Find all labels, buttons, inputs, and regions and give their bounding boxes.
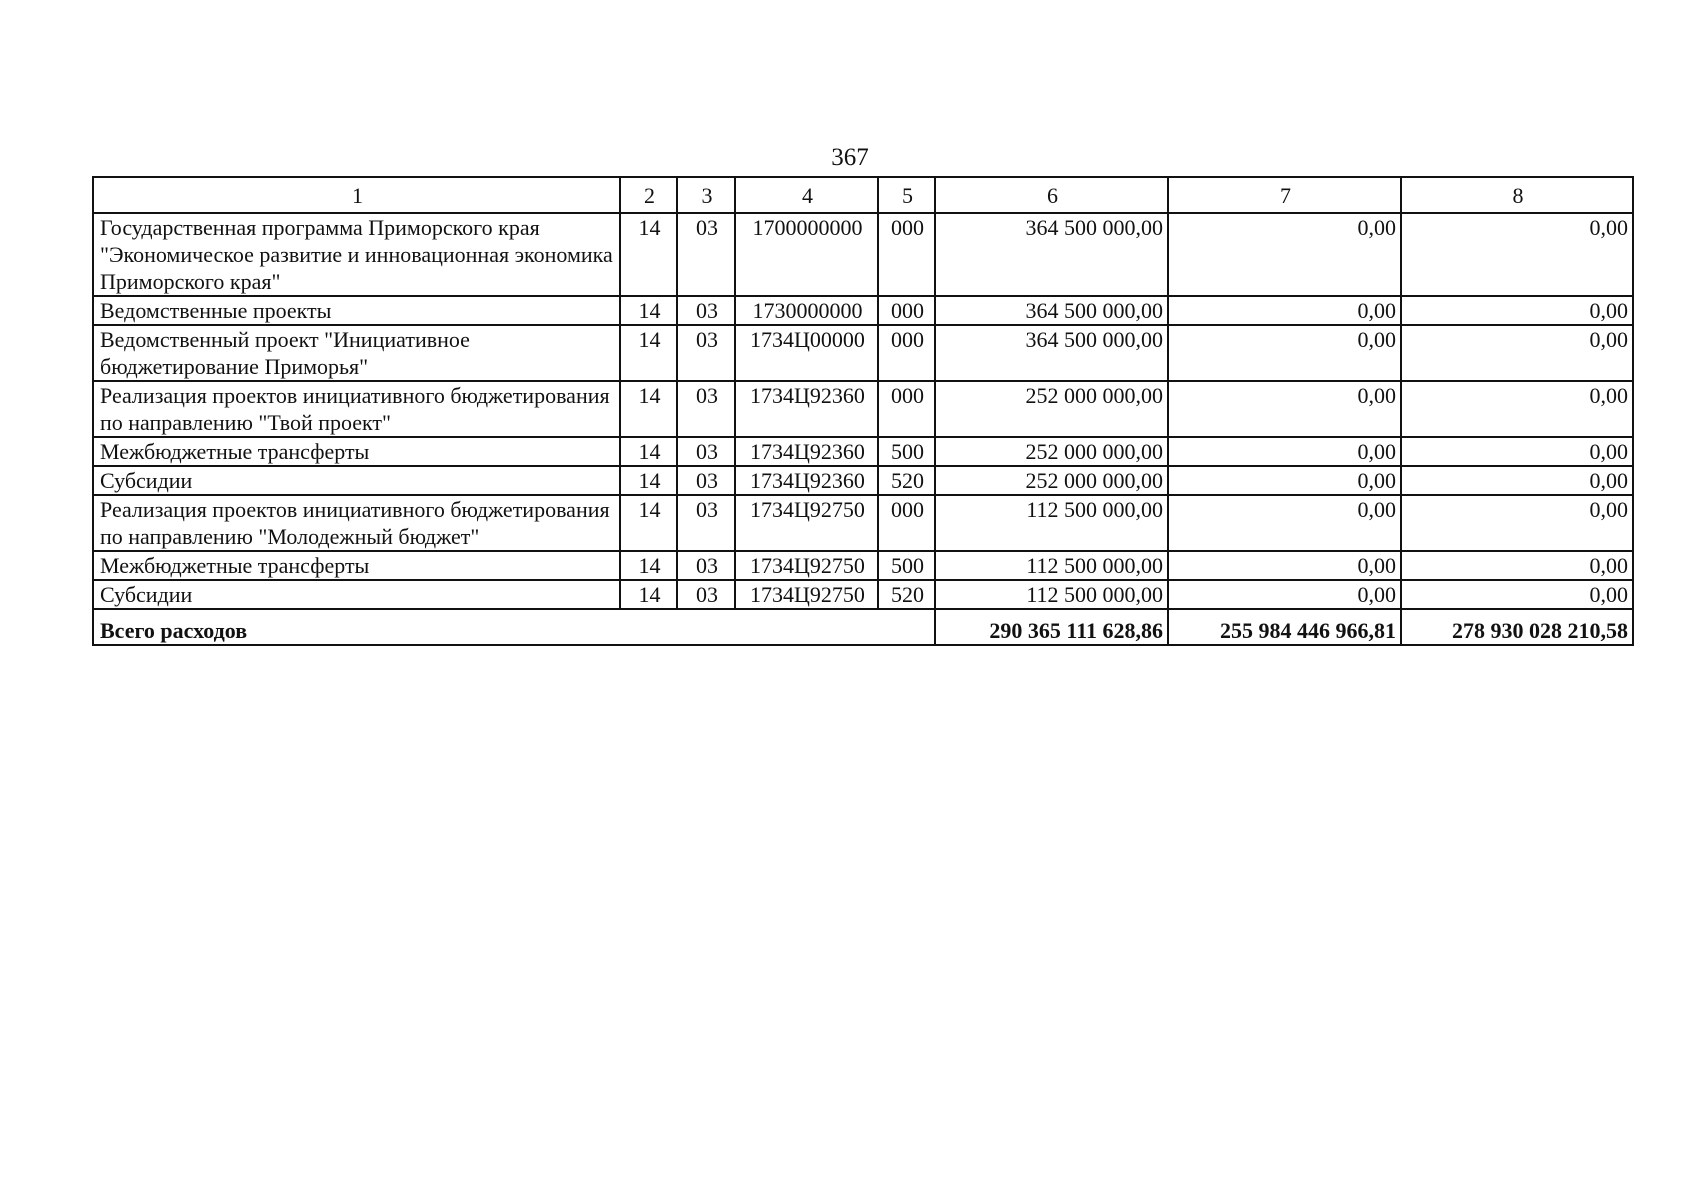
row-amount-col6: 112 500 000,00 (935, 580, 1168, 609)
row-amount-col6: 364 500 000,00 (935, 325, 1168, 381)
table-row (93, 296, 1633, 325)
row-amount-col7: 0,00 (1168, 213, 1401, 296)
row-code-col5: 000 (878, 381, 935, 437)
row-code-col2: 14 (620, 213, 677, 296)
row-code-col2: 14 (620, 466, 677, 495)
row-code-col3: 03 (677, 325, 735, 381)
row-amount-col7: 0,00 (1168, 381, 1401, 437)
row-amount-col8: 0,00 (1401, 381, 1633, 437)
row-code-col5: 000 (878, 325, 935, 381)
row-code-col4: 1734Ц92750 (735, 495, 878, 551)
row-code-col4: 1700000000 (735, 213, 878, 296)
row-name-cell: Государственная программа Приморского края "Экономическое развитие и инновационная экономика Приморского края" (93, 213, 620, 296)
total-label: Всего расходов (93, 609, 935, 645)
row-code-col5: 000 (878, 495, 935, 551)
row-code-col2: 14 (620, 580, 677, 609)
column-header: 1 (93, 177, 620, 213)
row-code-col2: 14 (620, 437, 677, 466)
row-amount-col7: 0,00 (1168, 580, 1401, 609)
column-header: 7 (1168, 177, 1401, 213)
table-row (93, 381, 1633, 437)
row-name-cell: Ведомственный проект "Инициативное бюджетирование Приморья" (93, 325, 620, 381)
row-code-col4: 1730000000 (735, 296, 878, 325)
column-header: 3 (677, 177, 735, 213)
column-number-row (93, 177, 1633, 213)
row-code-col3: 03 (677, 213, 735, 296)
row-code-col5: 500 (878, 437, 935, 466)
row-code-col5: 520 (878, 466, 935, 495)
row-name-cell: Субсидии (93, 580, 620, 609)
row-amount-col7: 0,00 (1168, 325, 1401, 381)
row-name-cell: Межбюджетные трансферты (93, 437, 620, 466)
table-row (93, 495, 1633, 551)
row-name-cell: Межбюджетные трансферты (93, 551, 620, 580)
row-amount-col6: 112 500 000,00 (935, 495, 1168, 551)
row-code-col5: 000 (878, 213, 935, 296)
row-code-col2: 14 (620, 551, 677, 580)
table-row (93, 213, 1633, 296)
table-body (93, 213, 1633, 609)
page-number: 367 (831, 144, 869, 171)
column-header: 6 (935, 177, 1168, 213)
row-amount-col8: 0,00 (1401, 213, 1633, 296)
row-name-cell: Реализация проектов инициативного бюджетирования по направлению "Молодежный бюджет" (93, 495, 620, 551)
row-code-col3: 03 (677, 551, 735, 580)
table-row (93, 325, 1633, 381)
column-header: 4 (735, 177, 878, 213)
row-code-col2: 14 (620, 381, 677, 437)
row-amount-col6: 364 500 000,00 (935, 296, 1168, 325)
row-amount-col7: 0,00 (1168, 551, 1401, 580)
column-header: 8 (1401, 177, 1633, 213)
total-row (93, 609, 1633, 645)
table-row (93, 466, 1633, 495)
column-header: 5 (878, 177, 935, 213)
row-amount-col6: 252 000 000,00 (935, 437, 1168, 466)
row-code-col3: 03 (677, 580, 735, 609)
total-amount-col7: 255 984 446 966,81 (1168, 609, 1401, 645)
row-code-col4: 1734Ц92750 (735, 551, 878, 580)
row-amount-col8: 0,00 (1401, 495, 1633, 551)
row-code-col2: 14 (620, 296, 677, 325)
row-code-col4: 1734Ц92360 (735, 381, 878, 437)
total-amount-col8: 278 930 028 210,58 (1401, 609, 1633, 645)
row-amount-col7: 0,00 (1168, 495, 1401, 551)
row-code-col5: 500 (878, 551, 935, 580)
row-code-col5: 520 (878, 580, 935, 609)
row-amount-col6: 252 000 000,00 (935, 466, 1168, 495)
row-code-col4: 1734Ц92360 (735, 437, 878, 466)
table-row (93, 551, 1633, 580)
row-code-col5: 000 (878, 296, 935, 325)
row-amount-col7: 0,00 (1168, 437, 1401, 466)
row-code-col3: 03 (677, 296, 735, 325)
row-code-col3: 03 (677, 495, 735, 551)
row-code-col4: 1734Ц92750 (735, 580, 878, 609)
table-row (93, 580, 1633, 609)
row-code-col2: 14 (620, 495, 677, 551)
row-amount-col7: 0,00 (1168, 466, 1401, 495)
row-name-cell: Ведомственные проекты (93, 296, 620, 325)
row-name-cell: Реализация проектов инициативного бюджетирования по направлению "Твой проект" (93, 381, 620, 437)
row-name-cell: Субсидии (93, 466, 620, 495)
row-amount-col6: 364 500 000,00 (935, 213, 1168, 296)
row-amount-col8: 0,00 (1401, 580, 1633, 609)
column-header: 2 (620, 177, 677, 213)
row-amount-col7: 0,00 (1168, 296, 1401, 325)
expenditure-table (92, 176, 1634, 646)
row-amount-col6: 252 000 000,00 (935, 381, 1168, 437)
row-amount-col8: 0,00 (1401, 325, 1633, 381)
row-code-col3: 03 (677, 466, 735, 495)
row-code-col3: 03 (677, 381, 735, 437)
row-code-col3: 03 (677, 437, 735, 466)
row-amount-col8: 0,00 (1401, 437, 1633, 466)
row-code-col4: 1734Ц92360 (735, 466, 878, 495)
row-amount-col8: 0,00 (1401, 296, 1633, 325)
row-code-col4: 1734Ц00000 (735, 325, 878, 381)
row-amount-col6: 112 500 000,00 (935, 551, 1168, 580)
row-amount-col8: 0,00 (1401, 551, 1633, 580)
row-code-col2: 14 (620, 325, 677, 381)
total-amount-col6: 290 365 111 628,86 (935, 609, 1168, 645)
row-amount-col8: 0,00 (1401, 466, 1633, 495)
table-row (93, 437, 1633, 466)
